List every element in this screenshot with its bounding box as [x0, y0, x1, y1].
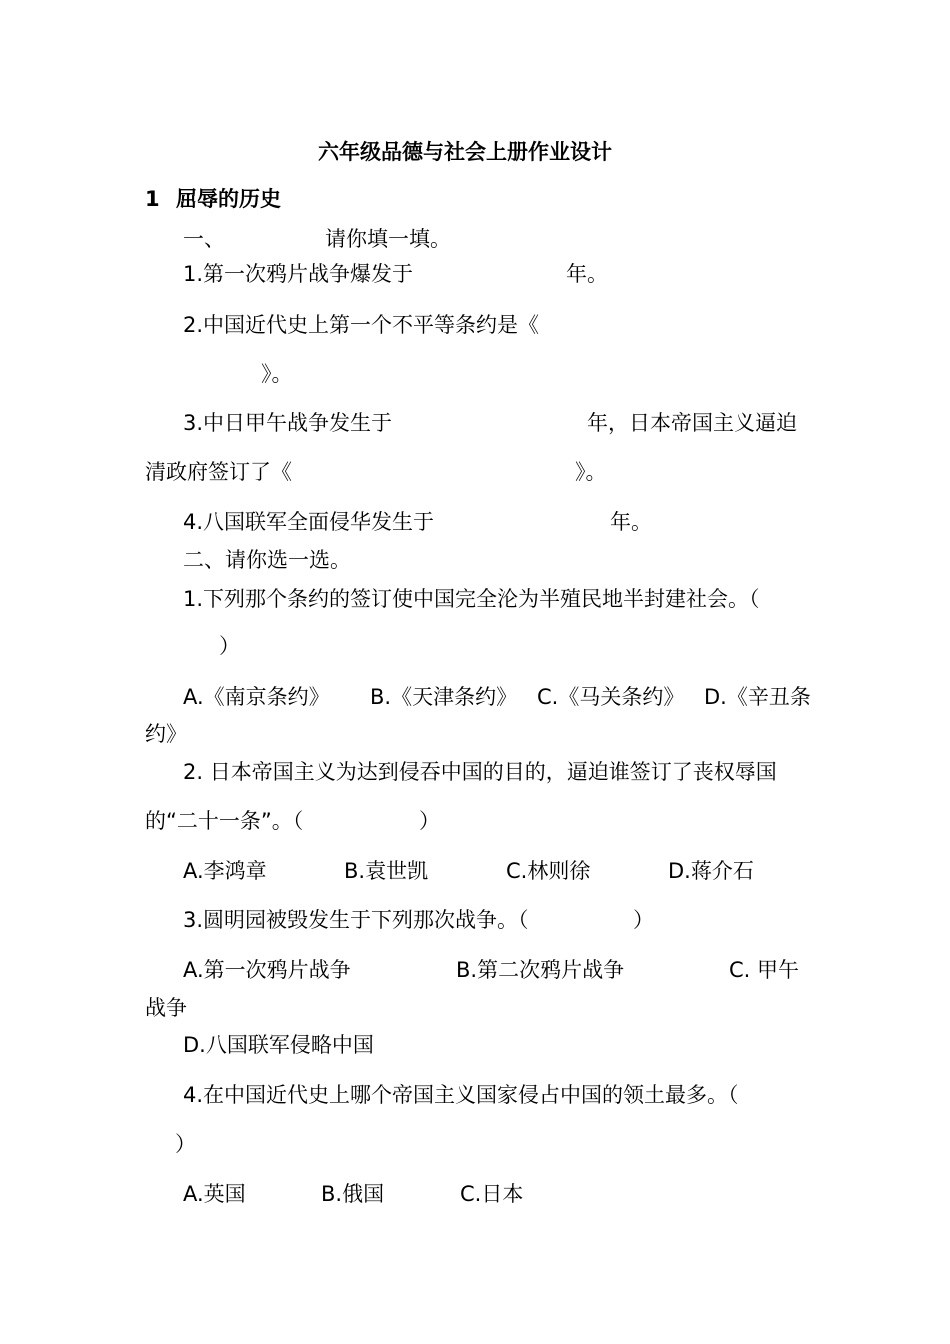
section-number: 1	[145, 187, 160, 211]
fill-question-1-suffix: 年。	[566, 262, 608, 286]
fill-question-3-suffix: 》。	[575, 460, 607, 484]
fill-question-4: 4.八国联军全面侵华发生于	[183, 510, 435, 534]
section-title: 屈辱的历史	[176, 187, 281, 211]
choice-question-4-close: ）	[175, 1132, 196, 1156]
choice-question-3: 3.圆明园被毁发生于下列那次战争。（	[183, 908, 529, 932]
fill-question-1: 1.第一次鸦片战争爆发于	[183, 262, 414, 286]
part2-heading: 二、请你选一选。	[183, 548, 351, 572]
choice-1-option-a: A.《南京条约》	[183, 685, 330, 709]
page-title: 六年级品德与社会上册作业设计	[318, 140, 612, 164]
choice-4-option-b: B.俄国	[321, 1182, 385, 1206]
fill-question-3: 3.中日甲午战争发生于	[183, 411, 393, 435]
fill-question-4-suffix: 年。	[610, 510, 652, 534]
fill-question-3-line2: 清政府签订了《	[145, 460, 292, 484]
part1-heading-prefix: 一、	[183, 227, 225, 251]
choice-3-option-b: B.第二次鸦片战争	[456, 958, 625, 982]
choice-1-option-d-wrap: 约》	[145, 722, 187, 746]
choice-question-1: 1.下列那个条约的签订使中国完全沦为半殖民地半封建社会。（	[183, 587, 760, 611]
choice-question-2-line2: 的“二十一条”。（	[145, 809, 304, 833]
choice-question-1-close: ）	[219, 634, 240, 658]
fill-question-3-mid: 年，日本帝国主义逼迫	[587, 411, 797, 435]
choice-question-3-close: ）	[633, 908, 654, 932]
choice-1-option-c: C.《马关条约》	[537, 685, 685, 709]
fill-question-2: 2.中国近代史上第一个不平等条约是《	[183, 313, 540, 337]
part1-heading: 请你填一填。	[325, 227, 451, 251]
choice-3-option-c-wrap: 战争	[145, 996, 187, 1020]
choice-1-option-d: D.《辛丑条	[704, 685, 811, 709]
choice-2-option-d: D.蒋介石	[668, 859, 754, 883]
choice-2-option-c: C.林则徐	[506, 859, 591, 883]
choice-1-option-b: B.《天津条约》	[370, 685, 518, 709]
choice-4-option-a: A.英国	[183, 1182, 246, 1206]
choice-question-2-close: ）	[419, 809, 440, 833]
choice-3-option-d: D.八国联军侵略中国	[183, 1033, 374, 1057]
choice-2-option-a: A.李鸿章	[183, 859, 267, 883]
choice-3-option-a: A.第一次鸦片战争	[183, 958, 351, 982]
choice-question-2: 2. 日本帝国主义为达到侵吞中国的目的，逼迫谁签订了丧权辱国	[183, 760, 777, 784]
choice-2-option-b: B.袁世凯	[344, 859, 429, 883]
fill-question-2-suffix: 》。	[261, 362, 293, 386]
choice-4-option-c: C.日本	[460, 1182, 524, 1206]
choice-question-4: 4.在中国近代史上哪个帝国主义国家侵占中国的领土最多。（	[183, 1083, 739, 1107]
choice-3-option-c: C. 甲午	[729, 958, 800, 982]
